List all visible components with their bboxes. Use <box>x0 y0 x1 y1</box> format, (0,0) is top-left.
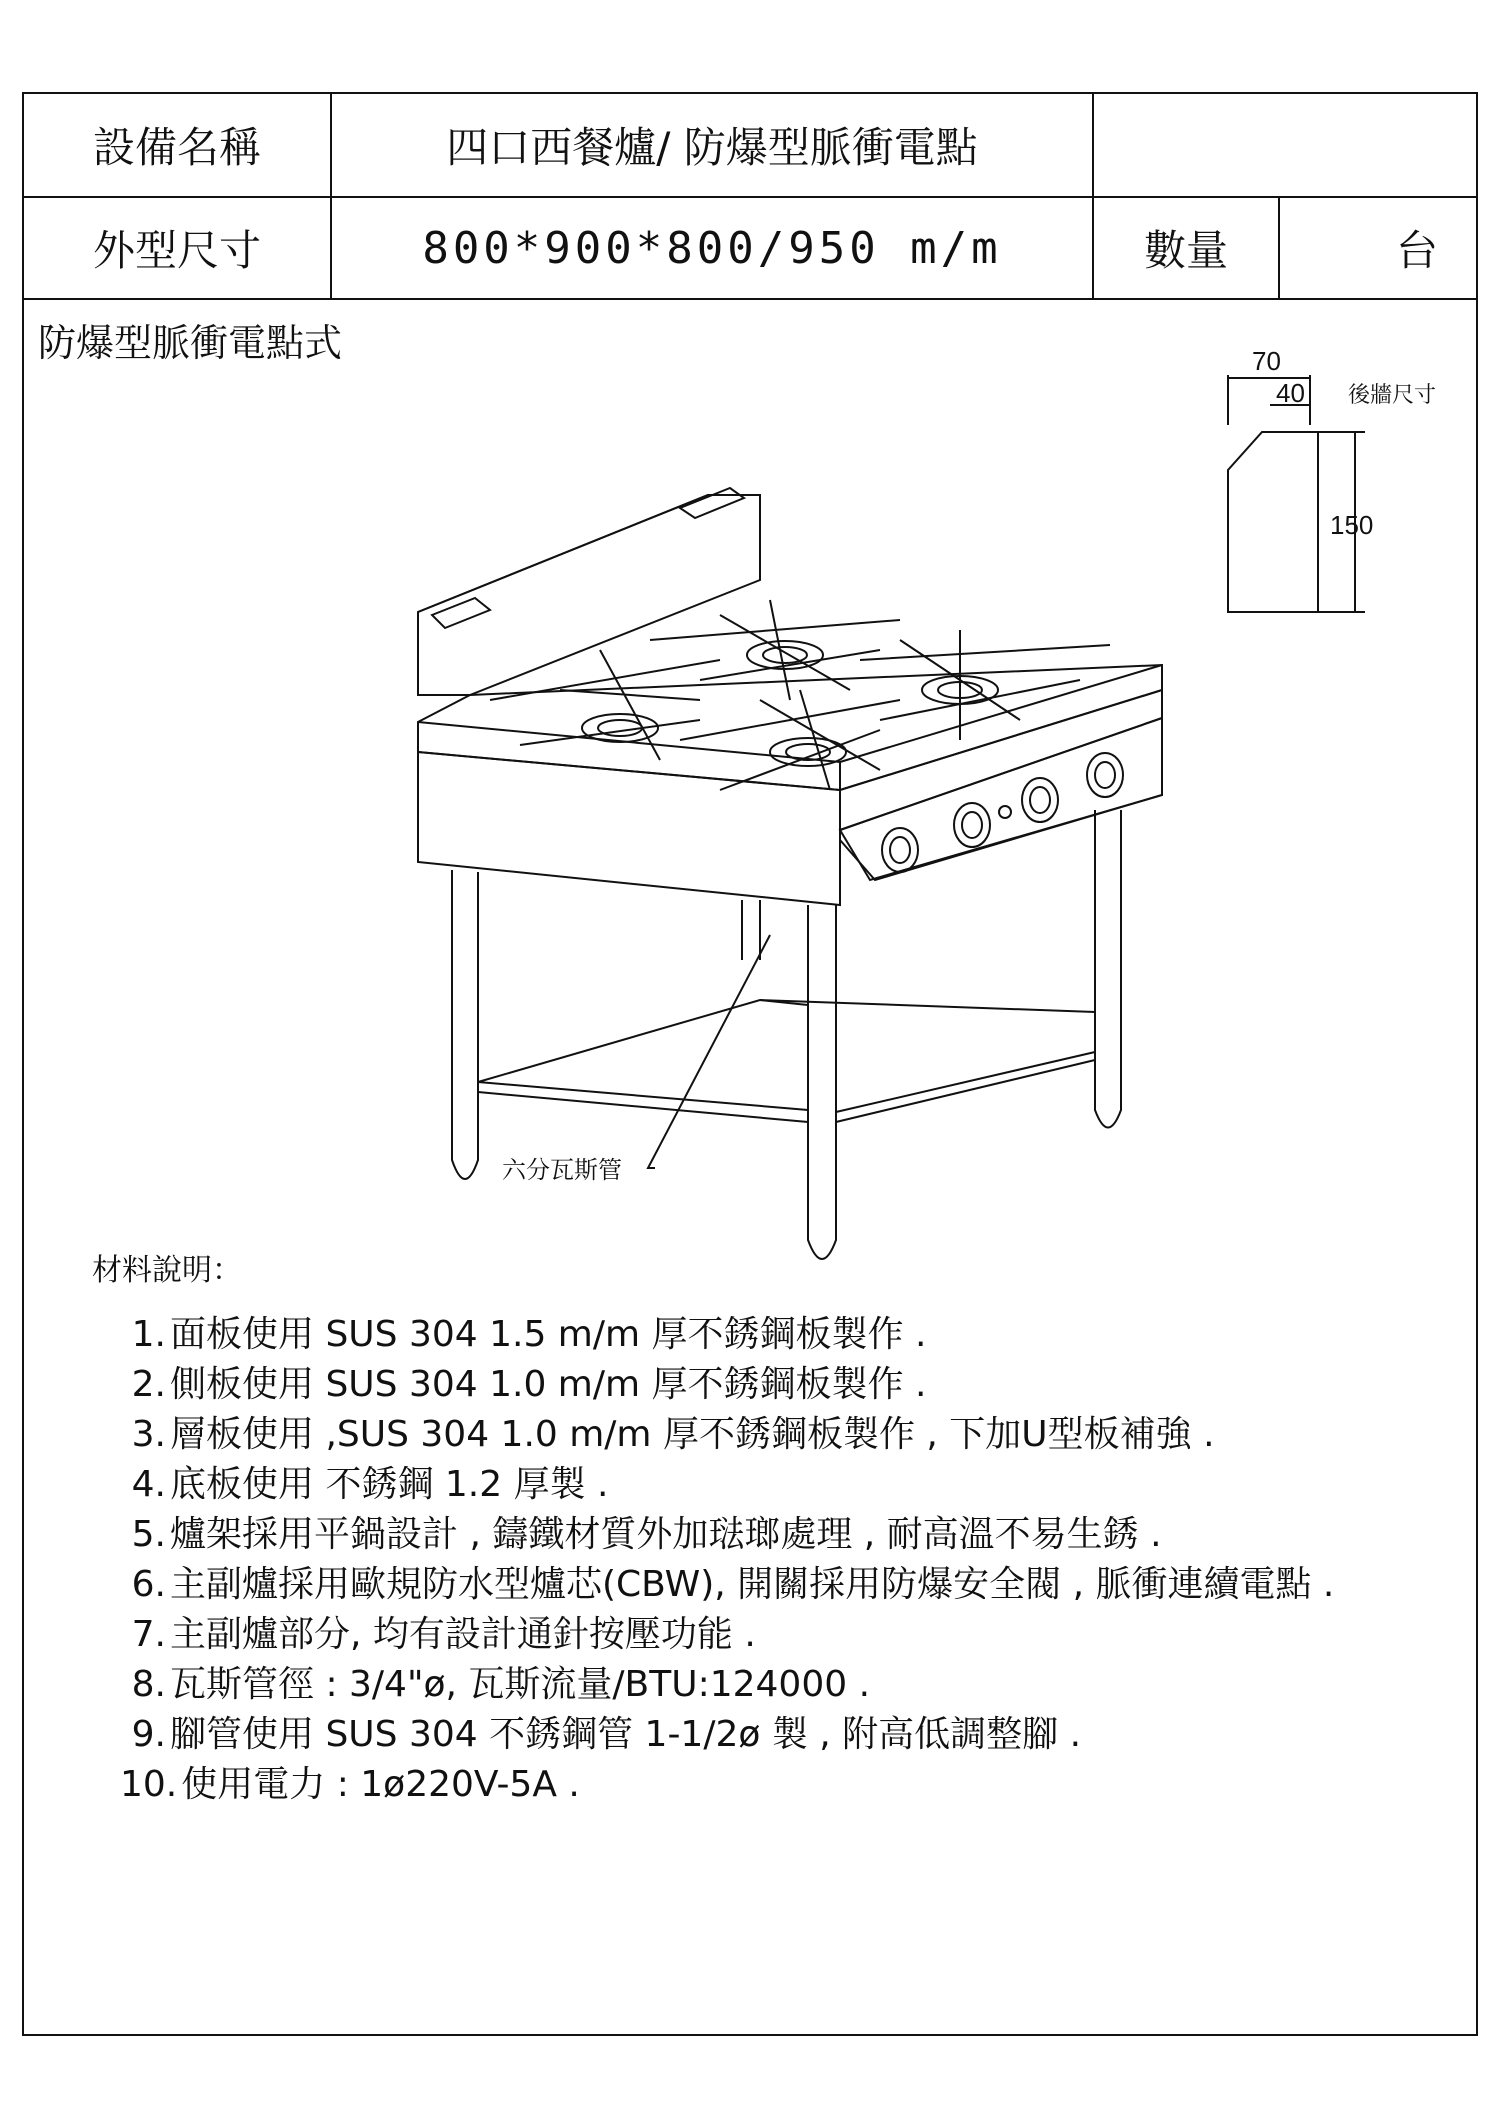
materials-title: 材料說明： <box>92 1253 242 1288</box>
material-item: 2. 側板使用 SUS 304 1.0 m/m 厚不銹鋼板製作 . <box>131 1364 927 1405</box>
material-item: 10. 使用電力 : 1ø220V-5A . <box>120 1764 580 1805</box>
quantity-label: 數量 <box>1094 198 1280 298</box>
material-item: 5. 爐架採用平鍋設計 , 鑄鐵材質外加琺瑯處理 , 耐高溫不易生銹 . <box>131 1514 1162 1555</box>
materials-list <box>120 1310 1334 1810</box>
backsplash-label: 後牆尺寸 <box>1348 383 1437 408</box>
material-item: 6. 主副爐採用歐規防水型爐芯(CBW), 開關採用防爆安全閥 , 脈衝連續電點 . <box>131 1564 1335 1605</box>
material-item: 7. 主副爐部分, 均有設計通針按壓功能 . <box>131 1614 756 1655</box>
dimensions-value: 800*900*800/950 m/m <box>332 198 1094 298</box>
backsplash-width-inner: 40 <box>1276 378 1305 408</box>
material-item: 4. 底板使用 不銹鋼 1.2 厚製 . <box>131 1464 609 1505</box>
equipment-name-label: 設備名稱 <box>24 94 332 196</box>
quantity-unit: 台 <box>1395 226 1438 275</box>
material-item: 9. 腳管使用 SUS 304 不銹鋼管 1-1/2ø 製 , 附高低調整腳 . <box>131 1714 1082 1755</box>
backsplash-height: 150 <box>1330 510 1374 540</box>
equipment-name-value: 四口西餐爐/ 防爆型脈衝電點 <box>332 94 1094 196</box>
material-item: 3. 層板使用 ,SUS 304 1.0 m/m 厚不銹鋼板製作 , 下加U型板補強 . <box>131 1414 1215 1455</box>
gas-pipe-callout: 六分瓦斯管 <box>502 1156 622 1184</box>
subtitle: 防爆型脈衝電點式 <box>38 321 343 365</box>
backsplash-detail <box>1228 375 1365 612</box>
backsplash-width-outer: 70 <box>1252 346 1281 376</box>
material-item: 1. 面板使用 SUS 304 1.5 m/m 厚不銹鋼板製作 . <box>131 1314 927 1355</box>
material-item: 8. 瓦斯管徑 : 3/4"ø, 瓦斯流量/BTU:124000 . <box>131 1664 871 1705</box>
dimensions-label: 外型尺寸 <box>24 198 332 298</box>
